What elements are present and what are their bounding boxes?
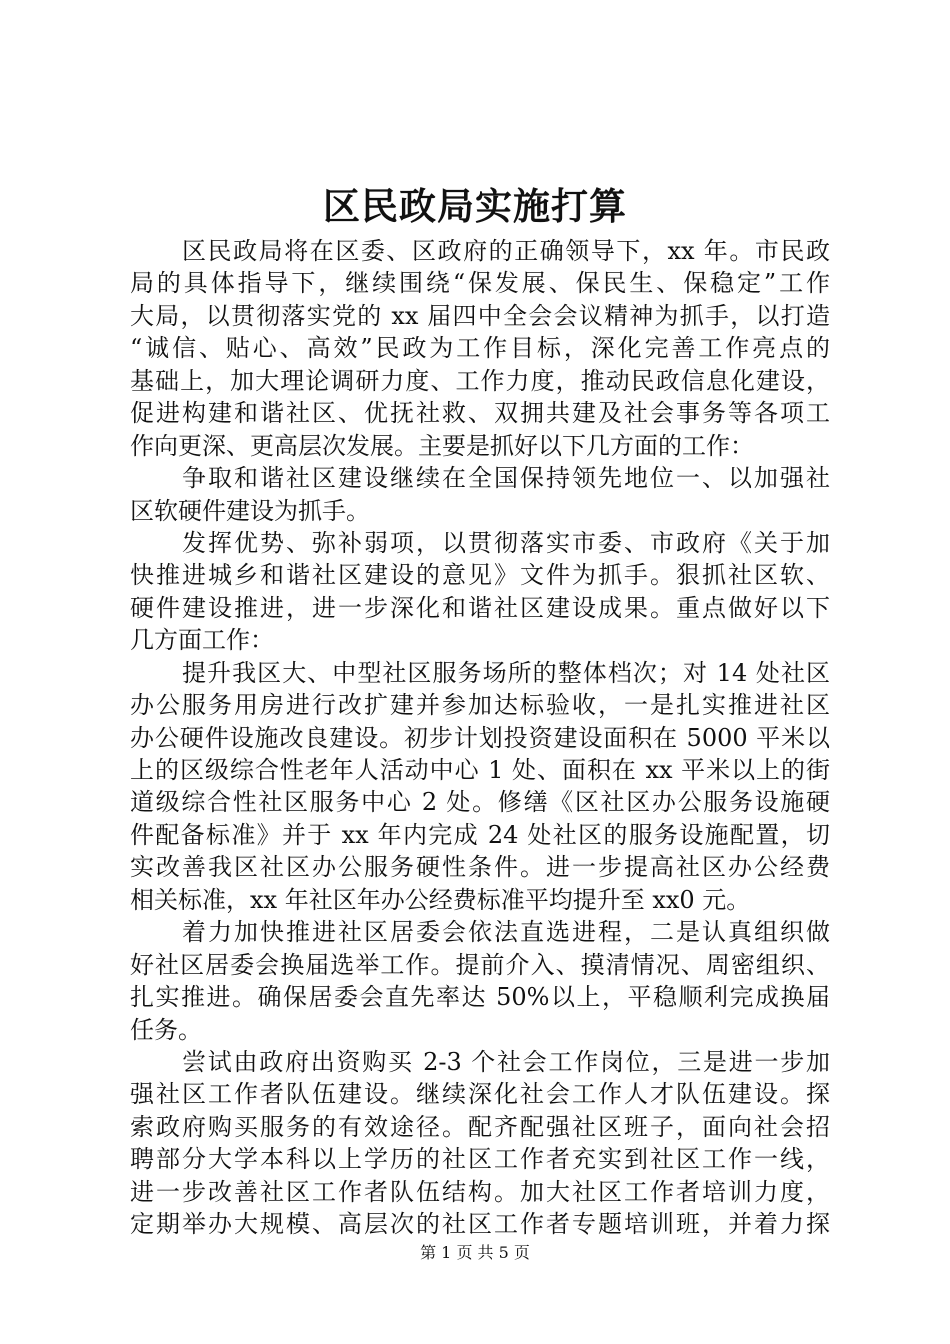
page-title: 区民政局实施打算 xyxy=(323,184,627,228)
text-line: 快推进城乡和谐社区建设的意见》文件为抓手。狠抓社区软、 xyxy=(130,561,830,590)
text-line: 区软硬件建设为抓手。 xyxy=(130,496,370,525)
page-number-footer: 第 1 页 共 5 页 xyxy=(420,1243,530,1262)
text-line: 区民政局将在区委、区政府的正确领导下，xx 年。市民政 xyxy=(182,237,830,265)
text-line: 索政府购买服务的有效途径。配齐配强社区班子，面向社会招 xyxy=(130,1112,830,1141)
text-line: 实改善我区社区办公服务硬性条件。进一步提高社区办公经费 xyxy=(130,853,830,882)
text-line: 着力加快推进社区居委会依法直选进程，二是认真组织做 xyxy=(182,918,830,947)
text-line: 好社区居委会换届选举工作。提前介入、摸清情况、周密组织、 xyxy=(130,950,830,979)
text-line: 上的区级综合性老年人活动中心 1 处、面积在 xx 平米以上的街 xyxy=(130,756,830,784)
text-line: 件配备标准》并于 xx 年内完成 24 处社区的服务设施配置，切 xyxy=(130,820,830,849)
text-line: “诚信、贴心、高效”民政为工作目标，深化完善工作亮点的 xyxy=(130,334,830,363)
text-line: 道级综合性社区服务中心 2 处。修缮《区社区办公服务设施硬 xyxy=(130,788,830,817)
text-line: 大局，以贯彻落实党的 xx 届四中全会会议精神为抓手，以打造 xyxy=(130,301,830,330)
text-line: 基础上，加大理论调研力度、工作力度，推动民政信息化建设， xyxy=(130,366,830,395)
text-line: 办公硬件设施改良建设。初步计划投资建设面积在 5000 平米以 xyxy=(130,723,830,752)
text-line: 局的具体指导下，继续围绕“保发展、保民生、保稳定”工作 xyxy=(130,269,830,298)
text-line: 相关标准，xx 年社区年办公经费标准平均提升至 xx0 元。 xyxy=(130,885,751,914)
text-line: 强社区工作者队伍建设。继续深化社会工作人才队伍建设。探 xyxy=(130,1080,830,1109)
text-line: 聘部分大学本科以上学历的社区工作者充实到社区工作一线， xyxy=(130,1145,830,1174)
text-line: 办公服务用房进行改扩建并参加达标验收，一是扎实推进社区 xyxy=(130,691,830,720)
text-line: 促进构建和谐社区、优抚社救、双拥共建及社会事务等各项工 xyxy=(130,399,830,428)
text-line: 争取和谐社区建设继续在全国保持领先地位一、以加强社 xyxy=(182,464,830,493)
text-line: 提升我区大、中型社区服务场所的整体档次；对 14 处社区 xyxy=(182,658,830,687)
text-line: 扎实推进。确保居委会直先率达 50%以上，平稳顺利完成换届 xyxy=(130,983,830,1012)
text-line: 硬件建设推进，进一步深化和谐社区建设成果。重点做好以下 xyxy=(130,593,830,622)
text-line: 尝试由政府出资购买 2-3 个社会工作岗位，三是进一步加 xyxy=(182,1047,830,1076)
text-line: 定期举办大规模、高层次的社区工作者专题培训班，并着力探 xyxy=(130,1210,830,1239)
text-line: 进一步改善社区工作者队伍结构。加大社区工作者培训力度， xyxy=(130,1177,830,1206)
text-line: 几方面工作： xyxy=(130,626,274,655)
document-body xyxy=(130,235,830,1241)
text-line: 作向更深、更高层次发展。主要是抓好以下几方面的工作： xyxy=(130,431,754,460)
text-line: 任务。 xyxy=(130,1015,202,1044)
text-line: 发挥优势、弥补弱项，以贯彻落实市委、市政府《关于加 xyxy=(182,528,830,557)
